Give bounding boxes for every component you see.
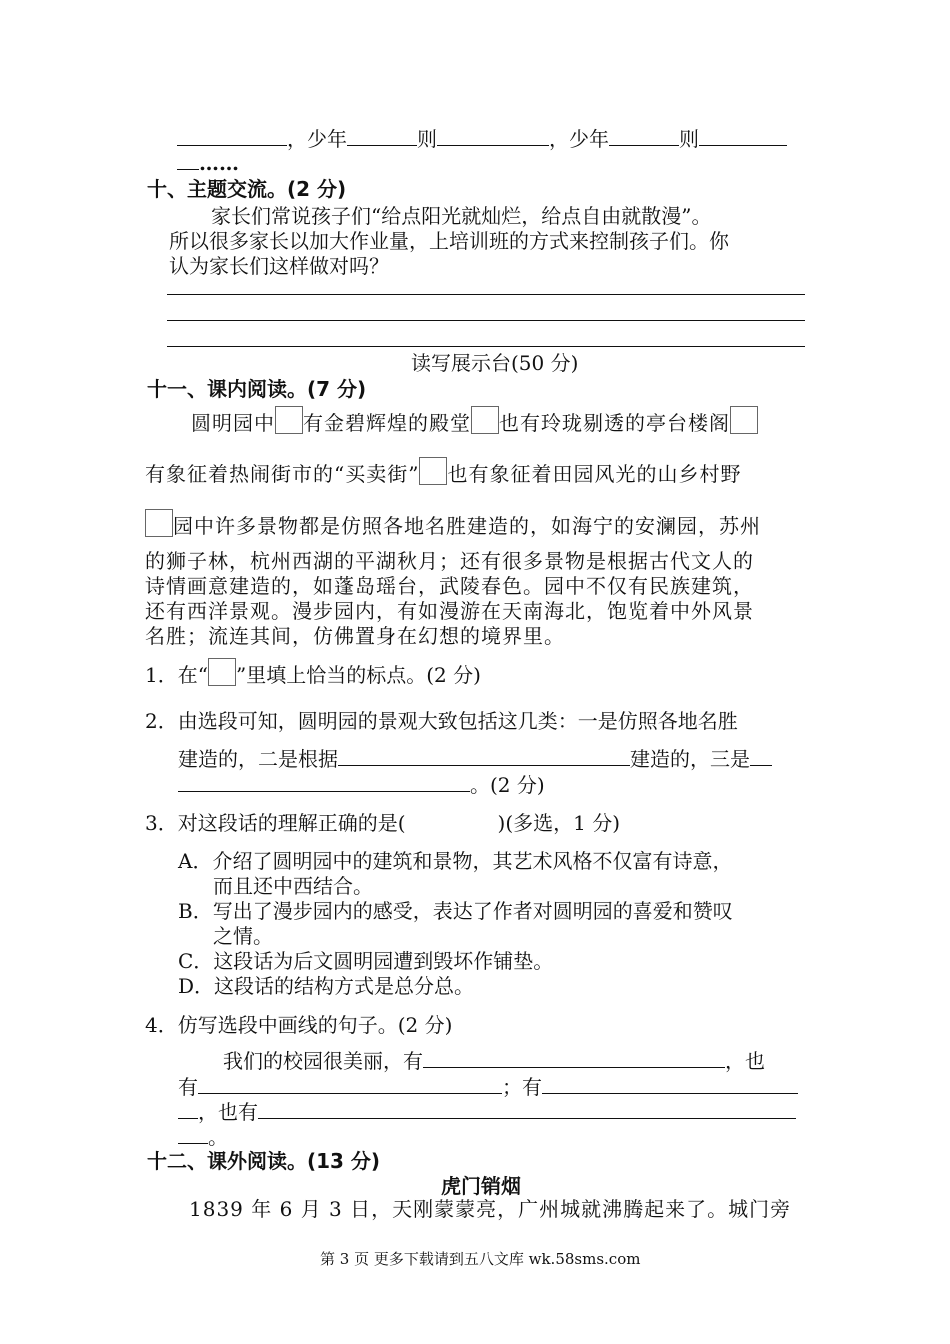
- question-text: 仿写选段中画线的句子。(2 分): [177, 1013, 453, 1037]
- article-title: 虎门销烟: [441, 1174, 521, 1198]
- passage-line: [145, 509, 761, 539]
- question-text: 建造的，二是根据: [178, 747, 338, 771]
- section-10-line: 家长们常说孩子们“给点阳光就灿烂，给点自由就散漫”。: [211, 204, 712, 228]
- question-4-line1: [223, 1048, 765, 1074]
- blank[interactable]: [258, 1100, 796, 1119]
- blank[interactable]: [542, 1075, 798, 1094]
- answer-line[interactable]: [167, 346, 805, 347]
- option-label: B．: [178, 899, 213, 923]
- option-label: D．: [178, 974, 215, 998]
- passage-text: 有象征着热闹街市的“买卖街”: [145, 462, 420, 486]
- question-text: 我们的校园很美丽，有: [223, 1049, 423, 1073]
- question-text: ；有: [502, 1075, 542, 1099]
- option-d[interactable]: [178, 973, 474, 999]
- option-text: 介绍了圆明园中的建筑和景物，其艺术风格不仅富有诗意，: [212, 849, 733, 873]
- text-seg: 则: [417, 127, 437, 151]
- punct-box[interactable]: [730, 406, 758, 434]
- blank[interactable]: [338, 747, 630, 766]
- section-10-heading: 十、主题交流。(2 分): [147, 177, 347, 201]
- ellipsis: ……: [199, 151, 239, 175]
- question-text: ，也: [725, 1049, 765, 1073]
- question-text: 由选段可知，圆明园的景观大致包括这几类：一是仿照各地名胜: [177, 709, 738, 733]
- text-seg: ，少年: [549, 127, 609, 151]
- question-text: )(多选，1 分): [497, 811, 621, 835]
- blank[interactable]: [178, 773, 470, 792]
- passage-text: 圆明园中: [191, 411, 275, 435]
- question-2-line3: [178, 772, 545, 798]
- passage-text: 也有玲珑剔透的亭台楼阁: [499, 411, 730, 435]
- text-seg: 则: [679, 127, 699, 151]
- punct-box[interactable]: [145, 509, 173, 537]
- question-4: [145, 1012, 452, 1038]
- section-12-heading: 十二、课外阅读。(13 分): [147, 1149, 381, 1173]
- answer-line[interactable]: [167, 294, 805, 295]
- section-11-heading: 十一、课内阅读。(7 分): [147, 377, 367, 401]
- option-label: C．: [178, 949, 214, 973]
- passage-line: [191, 406, 758, 436]
- question-4-line3: [178, 1099, 796, 1125]
- passage-text: 有金碧辉煌的殿堂: [303, 411, 471, 435]
- punct-box[interactable]: [471, 406, 499, 434]
- question-text: 有: [178, 1075, 198, 1099]
- blank[interactable]: [609, 127, 679, 146]
- blank[interactable]: [198, 1075, 502, 1094]
- question-text: 对这段话的理解正确的是(: [177, 811, 406, 835]
- option-b-cont: 之情。: [213, 924, 273, 948]
- article-line: 1839 年 6 月 3 日，天刚蒙蒙亮，广州城就沸腾起来了。城门旁: [189, 1197, 792, 1221]
- punct-box[interactable]: [419, 457, 447, 485]
- passage-text: 园中许多景物都是仿照各地名胜建造的，如海宁的安澜园，苏州: [173, 514, 761, 538]
- question-number: 2．: [145, 709, 178, 733]
- question-text: 。: [208, 1125, 228, 1149]
- question-number: 3．: [145, 811, 178, 835]
- option-a-cont: 而且还中西结合。: [213, 874, 373, 898]
- blank[interactable]: [177, 155, 199, 170]
- option-c[interactable]: [178, 948, 553, 974]
- question-text: ”里填上恰当的标点。(2 分): [235, 663, 481, 687]
- passage-line: 诗情画意建造的，如蓬岛瑶台，武陵春色。园中不仅有民族建筑，: [145, 574, 754, 598]
- question-2-line2: [178, 746, 772, 772]
- blank[interactable]: [178, 1125, 208, 1144]
- top-fill-line: [177, 126, 787, 152]
- option-b[interactable]: [178, 898, 733, 924]
- question-text: ，也有: [198, 1100, 258, 1124]
- punct-box[interactable]: [275, 406, 303, 434]
- blank[interactable]: [699, 127, 787, 146]
- passage-line: [145, 457, 741, 487]
- section-10-line: 所以很多家长以加大作业量，上培训班的方式来控制孩子们。你: [169, 229, 729, 253]
- part-title: 读写展示台(50 分): [411, 351, 579, 375]
- top-fill-cont: [177, 150, 239, 176]
- blank[interactable]: [750, 747, 772, 766]
- blank[interactable]: [347, 127, 417, 146]
- passage-line: 名胜；流连其间，仿佛置身在幻想的境界里。: [145, 624, 565, 648]
- option-a[interactable]: [178, 848, 732, 874]
- option-text: 写出了漫步园内的感受，表达了作者对圆明园的喜爱和赞叹: [212, 899, 733, 923]
- answer-line[interactable]: [167, 320, 805, 321]
- page-footer: 第 3 页 更多下载请到五八文库 wk.58sms.com: [320, 1250, 641, 1268]
- question-3: [145, 810, 620, 836]
- question-text: 。(2 分): [470, 773, 545, 797]
- option-text: 这段话的结构方式是总分总。: [214, 974, 475, 998]
- question-4-line4: [178, 1124, 228, 1150]
- question-2: [145, 708, 738, 734]
- question-number: 1．: [145, 663, 178, 687]
- question-4-line2: [178, 1074, 798, 1100]
- punct-box[interactable]: [208, 658, 236, 686]
- text-seg: ，少年: [287, 127, 347, 151]
- question-text: 在“: [177, 663, 208, 687]
- section-10-line: 认为家长们这样做对吗？: [169, 254, 389, 278]
- blank[interactable]: [437, 127, 549, 146]
- passage-line: 还有西洋景观。漫步园内，有如漫游在天南海北，饱览着中外风景: [145, 599, 754, 623]
- question-number: 4．: [145, 1013, 178, 1037]
- option-text: 这段话为后文圆明园遭到毁坏作铺垫。: [213, 949, 554, 973]
- blank[interactable]: [178, 1100, 198, 1119]
- passage-text: 也有象征着田园风光的山乡村野: [447, 462, 742, 486]
- passage-line: 的狮子林，杭州西湖的平湖秋月；还有很多景物是根据古代文人的: [145, 549, 754, 573]
- blank[interactable]: [423, 1049, 725, 1068]
- question-text: 建造的，三是: [630, 747, 750, 771]
- option-label: A．: [178, 849, 213, 873]
- blank[interactable]: [177, 127, 287, 146]
- question-1: [145, 658, 481, 688]
